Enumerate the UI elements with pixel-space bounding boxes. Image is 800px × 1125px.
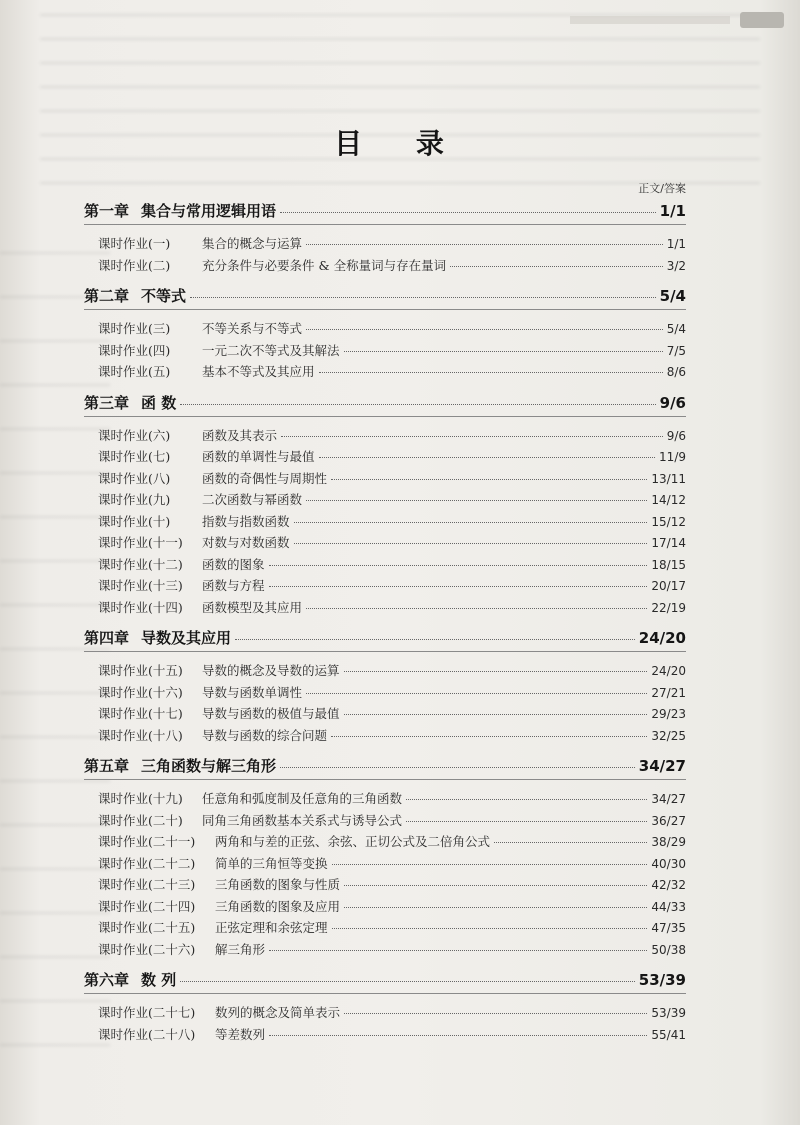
lesson-title: 一元二次不等式及其解法 bbox=[202, 342, 340, 358]
lesson-page: 44/33 bbox=[651, 899, 686, 914]
lesson-number: 课时作业(二十一) bbox=[98, 834, 196, 849]
lesson-entry[interactable] bbox=[84, 598, 686, 620]
leader-dots bbox=[280, 212, 656, 213]
leader-dots bbox=[306, 500, 647, 501]
lesson-entry[interactable] bbox=[84, 854, 686, 876]
leader-dots bbox=[180, 404, 655, 405]
lesson-title: 函数及其表示 bbox=[202, 427, 278, 443]
lesson-title: 两角和与差的正弦、余弦、正切公式及二倍角公式 bbox=[215, 834, 491, 849]
lesson-page: 47/35 bbox=[651, 921, 686, 935]
lesson-number: 课时作业(五) bbox=[98, 364, 171, 379]
lesson-number: 课时作业(十三) bbox=[98, 578, 183, 593]
chapter-number: 第四章 bbox=[84, 629, 130, 647]
lesson-title: 二次函数与幂函数 bbox=[202, 492, 303, 507]
chapter-entry[interactable] bbox=[84, 285, 686, 307]
lesson-page: 42/32 bbox=[651, 878, 686, 892]
leader-dots bbox=[406, 821, 647, 822]
lesson-number: 课时作业(十五) bbox=[98, 663, 183, 678]
lesson-title: 充分条件与必要条件 & 全称量词与存在量词 bbox=[202, 257, 447, 273]
leader-dots bbox=[332, 928, 648, 929]
lesson-entry[interactable] bbox=[84, 704, 686, 726]
lesson-title: 对数与对数函数 bbox=[202, 535, 290, 550]
lesson-page: 7/5 bbox=[666, 343, 686, 358]
lesson-number: 课时作业(十一) bbox=[98, 535, 183, 550]
lesson-page: 17/14 bbox=[651, 536, 686, 550]
chapter-divider bbox=[84, 993, 686, 1003]
lesson-title: 指数与指数函数 bbox=[202, 513, 290, 529]
lesson-page: 29/23 bbox=[651, 707, 686, 721]
lesson-number: 课时作业(十八) bbox=[98, 727, 183, 743]
lesson-title: 函数的奇偶性与周期性 bbox=[202, 470, 328, 486]
lesson-title: 数列的概念及简单表示 bbox=[215, 1005, 341, 1020]
lesson-title: 函数模型及其应用 bbox=[202, 599, 303, 615]
lesson-page: 1/1 bbox=[666, 237, 686, 251]
lesson-number: 课时作业(二十五) bbox=[98, 920, 196, 935]
lesson-title: 简单的三角恒等变换 bbox=[215, 855, 328, 871]
lesson-number: 课时作业(六) bbox=[98, 427, 171, 443]
lesson-entry[interactable] bbox=[84, 1003, 686, 1025]
chapter-title: 数 列 bbox=[141, 971, 177, 989]
chapter-divider bbox=[84, 309, 686, 319]
chapter-title: 导数及其应用 bbox=[141, 629, 232, 647]
leader-dots bbox=[344, 671, 648, 672]
lesson-title: 任意角和弧度制及任意角的三角函数 bbox=[202, 791, 403, 806]
chapter-number: 第六章 bbox=[84, 971, 130, 989]
chapter-page: 24/20 bbox=[638, 629, 686, 647]
lesson-entry[interactable] bbox=[84, 661, 686, 683]
lesson-entry[interactable] bbox=[84, 576, 686, 598]
lesson-entry[interactable] bbox=[84, 897, 686, 919]
lesson-title: 三角函数的图象与性质 bbox=[215, 877, 341, 892]
leader-dots bbox=[450, 266, 663, 267]
lesson-entry[interactable] bbox=[84, 362, 686, 384]
chapter-divider bbox=[84, 779, 686, 789]
lesson-title: 导数与函数单调性 bbox=[202, 684, 303, 700]
lesson-page: 13/11 bbox=[651, 471, 686, 486]
chapter-page: 5/4 bbox=[659, 287, 686, 305]
chapter-divider bbox=[84, 651, 686, 661]
lesson-title: 函数与方程 bbox=[202, 578, 265, 593]
lesson-number: 课时作业(十) bbox=[98, 513, 171, 529]
leader-dots bbox=[494, 842, 647, 843]
lesson-entry[interactable] bbox=[84, 789, 686, 811]
lesson-entry[interactable] bbox=[84, 940, 686, 962]
lesson-title: 解三角形 bbox=[215, 941, 266, 957]
lesson-page: 22/19 bbox=[651, 600, 686, 615]
lesson-page: 14/12 bbox=[651, 493, 686, 507]
leader-dots bbox=[294, 543, 648, 544]
leader-dots bbox=[306, 244, 663, 245]
chapter-divider bbox=[84, 224, 686, 234]
chapter-number: 第一章 bbox=[84, 202, 130, 220]
chapter-entry[interactable] bbox=[84, 755, 686, 777]
lesson-title: 函数的单调性与最值 bbox=[202, 449, 315, 464]
lesson-title: 导数与函数的综合问题 bbox=[202, 727, 328, 743]
lesson-page: 38/29 bbox=[651, 835, 686, 849]
lesson-title: 导数与函数的极值与最值 bbox=[202, 706, 340, 721]
chapter-title: 三角函数与解三角形 bbox=[141, 757, 277, 775]
leader-dots bbox=[406, 799, 647, 800]
lesson-number: 课时作业(三) bbox=[98, 321, 171, 336]
lesson-title: 基本不等式及其应用 bbox=[202, 364, 315, 379]
lesson-page: 27/21 bbox=[651, 685, 686, 700]
lesson-entry[interactable] bbox=[84, 319, 686, 341]
leader-dots bbox=[344, 351, 663, 352]
lesson-page: 11/9 bbox=[659, 450, 686, 464]
page-tab-mark bbox=[740, 12, 784, 28]
lesson-page: 24/20 bbox=[651, 664, 686, 678]
leader-dots bbox=[332, 864, 648, 865]
lesson-page: 18/15 bbox=[651, 557, 686, 572]
leader-dots bbox=[269, 1035, 647, 1036]
lesson-number: 课时作业(十六) bbox=[98, 684, 183, 700]
lesson-entry[interactable] bbox=[84, 256, 686, 278]
lesson-entry[interactable] bbox=[84, 341, 686, 363]
lesson-number: 课时作业(十二) bbox=[98, 556, 183, 572]
header-strip bbox=[570, 16, 730, 24]
lesson-number: 课时作业(四) bbox=[98, 342, 171, 358]
lesson-page: 34/27 bbox=[651, 792, 686, 806]
chapter-entry[interactable] bbox=[84, 392, 686, 414]
leader-dots bbox=[180, 981, 635, 982]
lesson-page: 5/4 bbox=[666, 322, 686, 336]
lesson-number: 课时作业(二十) bbox=[98, 812, 183, 828]
leader-dots bbox=[269, 565, 648, 566]
leader-dots bbox=[331, 736, 647, 737]
lesson-entry[interactable] bbox=[84, 469, 686, 491]
chapter-divider bbox=[84, 416, 686, 426]
lesson-entry[interactable] bbox=[84, 512, 686, 534]
lesson-entry[interactable] bbox=[84, 555, 686, 577]
lesson-number: 课时作业(二十六) bbox=[98, 941, 196, 957]
lesson-entry[interactable] bbox=[84, 832, 686, 854]
lesson-page: 15/12 bbox=[651, 514, 686, 529]
table-of-contents bbox=[84, 200, 686, 1046]
chapter-page: 1/1 bbox=[659, 202, 686, 220]
lesson-number: 课时作业(二) bbox=[98, 257, 171, 273]
leader-dots bbox=[319, 372, 663, 373]
lesson-number: 课时作业(九) bbox=[98, 492, 171, 507]
lesson-number: 课时作业(十四) bbox=[98, 599, 183, 615]
lesson-page: 53/39 bbox=[651, 1006, 686, 1020]
lesson-page: 20/17 bbox=[651, 579, 686, 593]
lesson-entry[interactable] bbox=[84, 1025, 686, 1047]
chapter-page: 34/27 bbox=[638, 757, 686, 775]
leader-dots bbox=[281, 436, 663, 437]
leader-dots bbox=[190, 297, 656, 298]
chapter-title: 集合与常用逻辑用语 bbox=[141, 202, 277, 220]
lesson-title: 不等关系与不等式 bbox=[202, 321, 303, 336]
lesson-title: 正弦定理和余弦定理 bbox=[215, 920, 328, 935]
lesson-entry[interactable] bbox=[84, 875, 686, 897]
lesson-entry[interactable] bbox=[84, 811, 686, 833]
lesson-entry[interactable] bbox=[84, 726, 686, 748]
lesson-entry[interactable] bbox=[84, 683, 686, 705]
lesson-page: 3/2 bbox=[666, 258, 686, 273]
leader-dots bbox=[344, 885, 647, 886]
lesson-number: 课时作业(七) bbox=[98, 449, 171, 464]
lesson-number: 课时作业(八) bbox=[98, 470, 171, 486]
chapter-title: 不等式 bbox=[141, 287, 187, 305]
chapter-page: 53/39 bbox=[638, 971, 686, 989]
leader-dots bbox=[306, 608, 647, 609]
chapter-entry[interactable] bbox=[84, 200, 686, 222]
chapter-page: 9/6 bbox=[659, 393, 686, 412]
chapter-number: 第五章 bbox=[84, 757, 130, 775]
lesson-entry[interactable] bbox=[84, 490, 686, 512]
leader-dots bbox=[280, 767, 635, 768]
chapter-number: 第三章 bbox=[84, 393, 130, 412]
lesson-number: 课时作业(十九) bbox=[98, 791, 183, 806]
lesson-entry[interactable] bbox=[84, 426, 686, 448]
lesson-entry[interactable] bbox=[84, 234, 686, 256]
lesson-page: 9/6 bbox=[666, 428, 686, 443]
lesson-title: 集合的概念与运算 bbox=[202, 236, 303, 251]
lesson-page: 32/25 bbox=[651, 728, 686, 743]
lesson-page: 36/27 bbox=[651, 813, 686, 828]
leader-dots bbox=[306, 329, 663, 330]
leader-dots bbox=[344, 714, 648, 715]
leader-dots bbox=[294, 522, 648, 523]
chapter-title: 函 数 bbox=[141, 393, 177, 412]
lesson-title: 同角三角函数基本关系式与诱导公式 bbox=[202, 812, 403, 828]
leader-dots bbox=[344, 907, 647, 908]
lesson-number: 课时作业(十七) bbox=[98, 706, 183, 721]
lesson-number: 课时作业(二十八) bbox=[98, 1026, 196, 1042]
leader-dots bbox=[306, 693, 647, 694]
leader-dots bbox=[269, 950, 647, 951]
lesson-page: 8/6 bbox=[666, 365, 686, 379]
lesson-number: 课时作业(二十三) bbox=[98, 877, 196, 892]
chapter-entry[interactable] bbox=[84, 969, 686, 991]
lesson-title: 导数的概念及导数的运算 bbox=[202, 663, 340, 678]
lesson-page: 40/30 bbox=[651, 856, 686, 871]
lesson-number: 课时作业(二十七) bbox=[98, 1005, 196, 1020]
lesson-entry[interactable] bbox=[84, 447, 686, 469]
chapter-number: 第二章 bbox=[84, 287, 130, 305]
column-header: 正文/答案 bbox=[638, 182, 686, 195]
lesson-number: 课时作业(二十四) bbox=[98, 898, 196, 914]
lesson-page: 50/38 bbox=[651, 942, 686, 957]
page-title: 目 录 bbox=[334, 127, 466, 160]
lesson-entry[interactable] bbox=[84, 533, 686, 555]
lesson-page: 55/41 bbox=[651, 1027, 686, 1042]
leader-dots bbox=[344, 1013, 647, 1014]
lesson-title: 函数的图象 bbox=[202, 556, 265, 572]
leader-dots bbox=[235, 639, 635, 640]
lesson-title: 三角函数的图象及应用 bbox=[215, 898, 341, 914]
chapter-entry[interactable] bbox=[84, 627, 686, 649]
leader-dots bbox=[269, 586, 648, 587]
lesson-number: 课时作业(二十二) bbox=[98, 855, 196, 871]
leader-dots bbox=[331, 479, 647, 480]
lesson-title: 等差数列 bbox=[215, 1026, 266, 1042]
lesson-number: 课时作业(一) bbox=[98, 236, 171, 251]
leader-dots bbox=[319, 457, 656, 458]
lesson-entry[interactable] bbox=[84, 918, 686, 940]
